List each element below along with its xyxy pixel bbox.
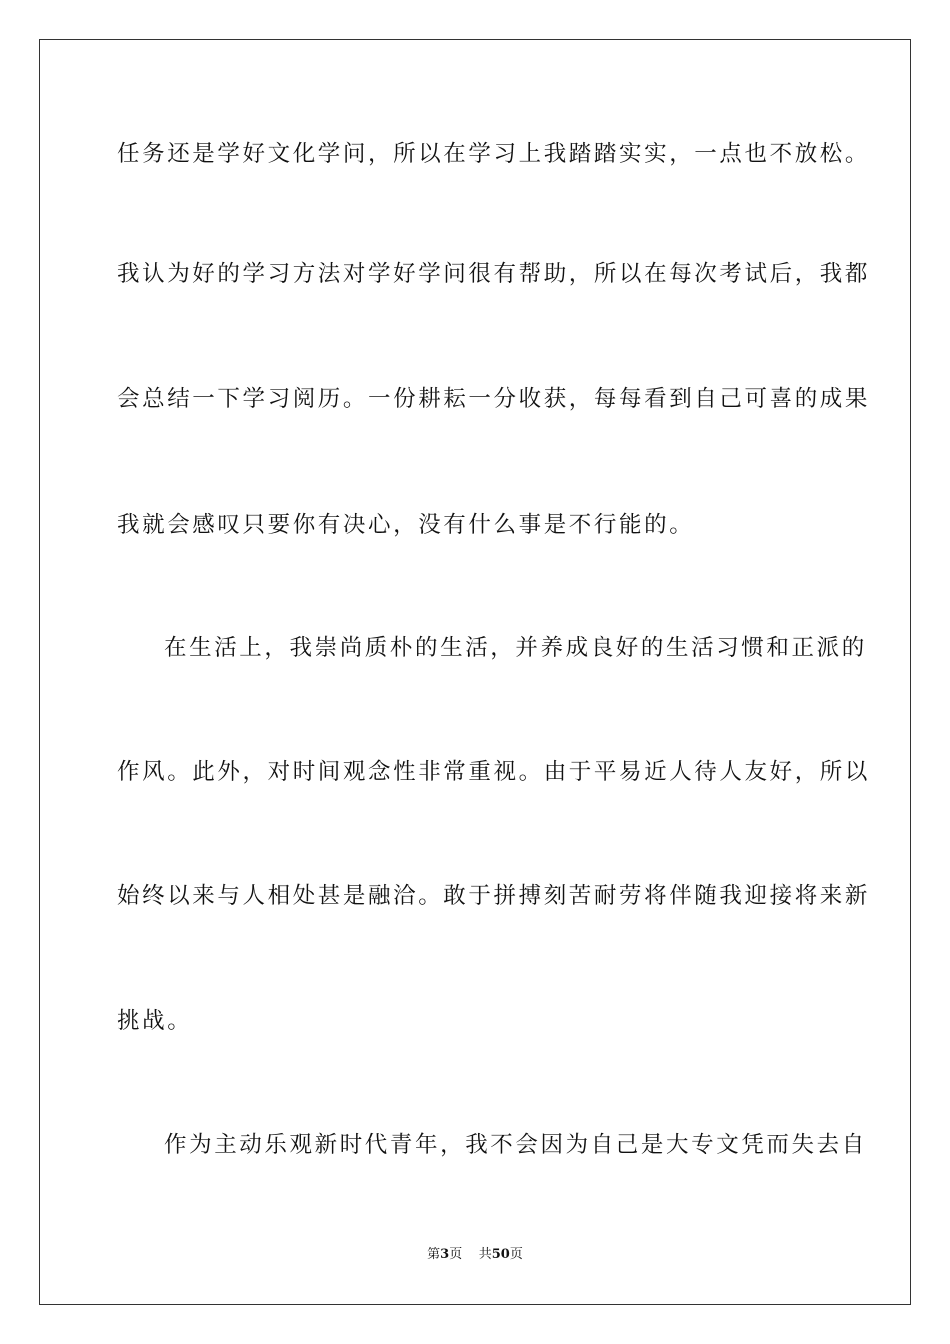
- text-line-5-paragraph-start: 在生活上，我崇尚质朴的生活，并养成良好的生活习惯和正派的: [164, 635, 867, 661]
- text-line-8: 挑战。: [117, 1008, 193, 1034]
- footer-page-suffix: 页: [449, 1247, 463, 1262]
- page-footer: [0, 1248, 950, 1261]
- text-line-2: 我认为好的学习方法对学好学问很有帮助，所以在每次考试后，我都: [117, 261, 871, 287]
- footer-total-prefix: 共: [478, 1247, 492, 1262]
- footer-total-number: 50: [491, 1247, 510, 1262]
- text-line-1: 任务还是学好文化学问，所以在学习上我踏踏实实，一点也不放松。: [117, 141, 871, 167]
- page-border: [39, 39, 911, 1305]
- text-line-3: 会总结一下学习阅历。一份耕耘一分收获，每每看到自己可喜的成果: [117, 386, 871, 412]
- text-line-6: 作风。此外，对时间观念性非常重视。由于平易近人待人友好，所以: [117, 759, 871, 785]
- text-line-4: 我就会感叹只要你有决心，没有什么事是不行能的。: [117, 512, 695, 538]
- text-line-9-paragraph-start: 作为主动乐观新时代青年，我不会因为自己是大专文凭而失去自: [164, 1132, 867, 1158]
- text-line-7: 始终以来与人相处甚是融洽。敢于拼搏刻苦耐劳将伴随我迎接将来新: [117, 883, 871, 909]
- footer-total-suffix: 页: [509, 1247, 523, 1262]
- footer-page-prefix: 第: [427, 1247, 441, 1262]
- footer-page-number: 3: [440, 1247, 450, 1262]
